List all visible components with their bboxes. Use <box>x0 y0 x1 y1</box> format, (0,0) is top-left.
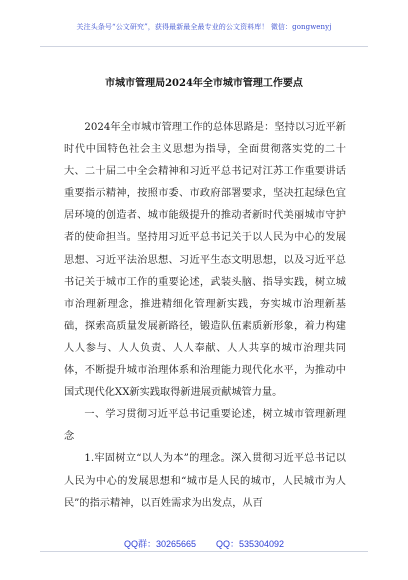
footer-divider <box>40 551 368 552</box>
document-body <box>64 117 346 515</box>
header-banner: 关注头条号“公文研究”，获得最新最全最专业的公文资料库！ 微信：gongwenyj <box>76 23 332 31</box>
paragraph-item-1: 1.牢固树立“以人为本”的理念。深入贯彻习近平总书记以人民为中心的发展思想和“城市是人民的城市，人民城市为人民”的指示精神，以百姓需求为出发点，从百 <box>64 453 346 509</box>
paragraph-overview: 2024年全市城市管理工作的总体思路是：坚持以习近平新时代中国特色社会主义思想为指导，全面贯彻落实党的二十大、二十届二中全会精神和习近平总书记对江苏工作重要讲话重要指示精神，按照市委、市政府部署要求，坚决扛起绿色宜居环境的创造者、城市能级提升的推动者新时代美丽城市守护者的使命担当。坚持用习近平总书记关于以人民为中心的发展思想、习近平法治思想、习近平生态文明思想，以及习近平总书记关于城市工作的重要论述，武装头脑、指导实践，树立城市治理新理念，推进精细化管理新实践，夯实城市治理新基础，探索高质量发展新路径，锻造队伍素质新形象，着力构建人人参与、人人负责、人人奉献、人人共享的城市治理共同体，不断提升城市治理体系和治理能力现代化水平，为推动中国式现代化XX新实践取得新进展贡献城管力量。 <box>64 122 346 399</box>
document-title: 市城市管理局2024年全市城市管理工作要点 <box>105 78 303 89</box>
header-divider <box>40 46 368 47</box>
footer-qq-group: QQ群：30265665 <box>123 539 196 549</box>
footer-qq-number: QQ：535304092 <box>215 539 285 549</box>
section-heading-1: 一、学习贯彻习近平总书记重要论述，树立城市管理新理念 <box>64 409 346 443</box>
footer-contact <box>0 537 408 550</box>
